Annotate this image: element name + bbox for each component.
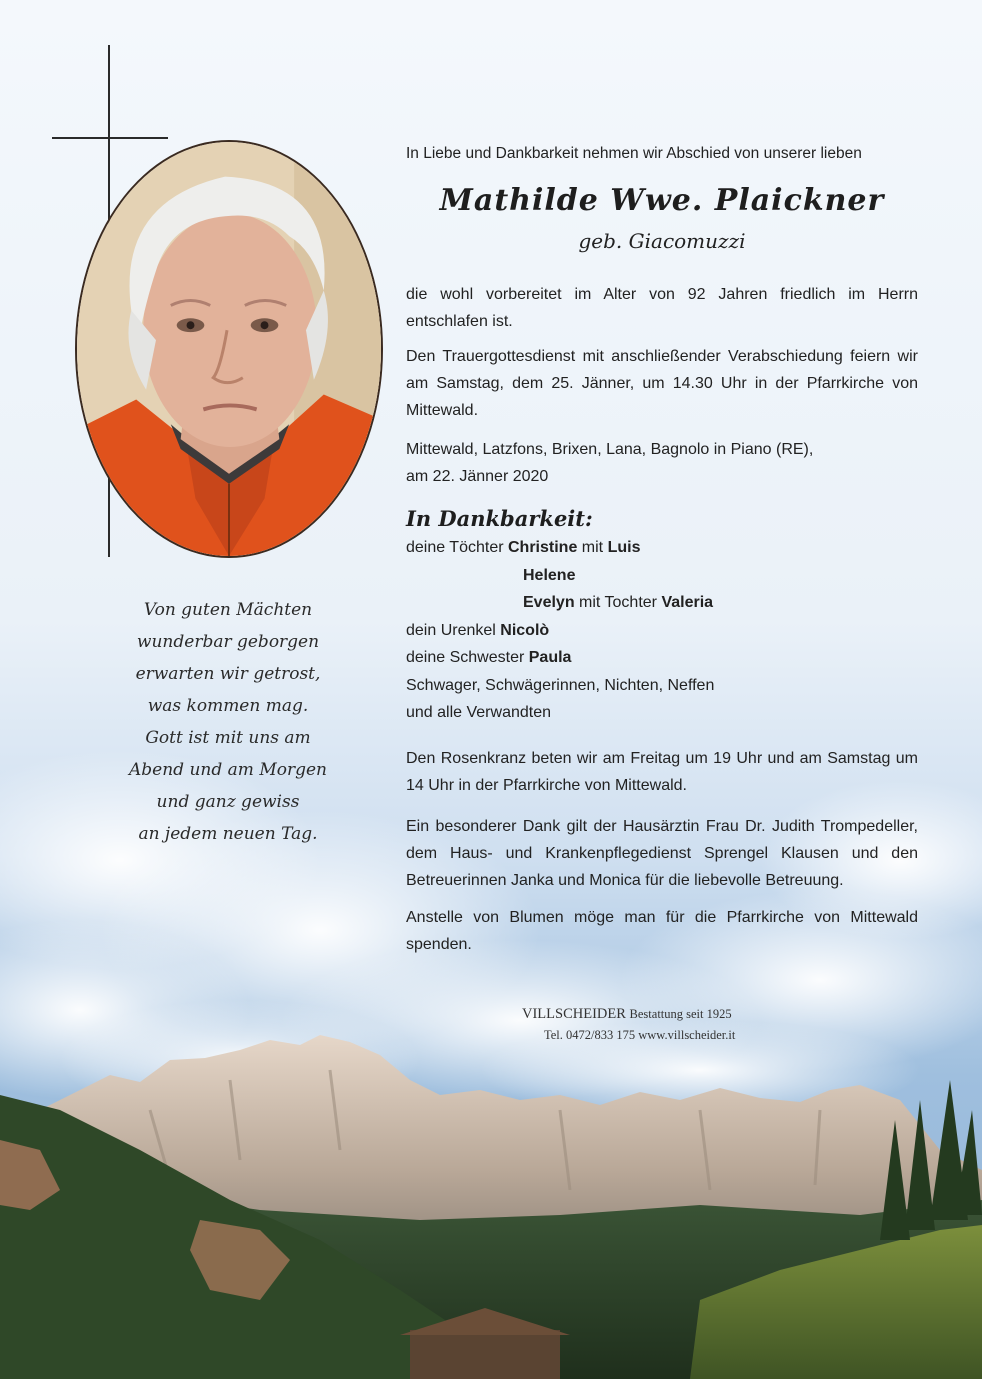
family-line-evelyn: Evelyn mit Tochter Valeria: [523, 594, 714, 611]
poem-line: und ganz gewiss: [156, 792, 300, 812]
deceased-name: Mathilde Wwe. Plaickner: [439, 183, 885, 218]
thanks-heading: In Dankbarkeit:: [406, 506, 593, 531]
family-line-greatgrandson: dein Urenkel Nicolò: [406, 621, 550, 639]
paragraph-special-thanks: Ein besonderer Dank gilt der Hausärztin Frau Dr. Judith Trompedeller, dem Haus- und Krankenpflegedienst Sprengel Klausen und den Betreuerinnen Janka und Monica für die liebevolle Betreuung.: [406, 817, 918, 889]
poem-line: was kommen mag.: [147, 696, 309, 716]
poem-line: Von guten Mächten: [143, 600, 313, 620]
family-list: [406, 534, 918, 727]
intro-line: In Liebe und Dankbarkeit nehmen wir Abschied von unserer lieben: [406, 145, 862, 162]
places-and-date: [406, 436, 918, 490]
main-text-column: [406, 140, 918, 958]
poem-line: Abend und am Morgen: [129, 760, 327, 780]
poem-line: erwarten wir getrost,: [135, 664, 321, 684]
date-line: am 22. Jänner 2020: [406, 468, 549, 485]
places-line: Mittewald, Latzfons, Brixen, Lana, Bagnolo in Piano (RE),: [406, 441, 814, 458]
funeral-home-name-line: [522, 1003, 802, 1025]
paragraph-flowers: Anstelle von Blumen möge man für die Pfarrkirche von Mittewald spenden.: [406, 908, 918, 953]
poem: [110, 594, 346, 850]
family-line-sister: deine Schwester Paula: [406, 649, 572, 666]
funeral-home-tagline: Bestattung seit 1925: [629, 1007, 732, 1021]
poem-line: an jedem neuen Tag.: [138, 824, 318, 844]
family-line-daughters: deine Töchter Christine mit Luis: [406, 539, 641, 556]
cross-horizontal-line: [52, 137, 168, 139]
poem-line: wunderbar geborgen: [136, 632, 320, 652]
family-line-helene: Helene: [523, 566, 576, 584]
paragraph-passing: die wohl vorbereitet im Alter von 92 Jahren friedlich im Herrn entschlafen ist.: [406, 286, 918, 330]
funeral-home-footer: [522, 1003, 802, 1045]
portrait-photo: [75, 140, 383, 558]
family-line-inlaws: Schwager, Schwägerinnen, Nichten, Neffen: [406, 676, 715, 694]
maiden-name: geb. Giacomuzzi: [578, 229, 746, 253]
paragraph-rosary: Den Rosenkranz beten wir am Freitag um 19 Uhr und am Samstag um 14 Uhr in der Pfarrkirche von Mittewald.: [406, 749, 918, 794]
family-line-relatives: und alle Verwandten: [406, 704, 551, 721]
funeral-home-contact: Tel. 0472/833 175 www.villscheider.it: [544, 1028, 736, 1042]
poem-line: Gott ist mit uns am: [145, 728, 311, 748]
paragraph-service: Den Trauergottesdienst mit anschließender Verabschiedung feiern wir am Samstag, dem 25. Jänner, um 14.30 Uhr in der Pfarrkirche von Mittewald.: [406, 348, 918, 419]
funeral-home-name: VILLSCHEIDER: [522, 1006, 626, 1022]
